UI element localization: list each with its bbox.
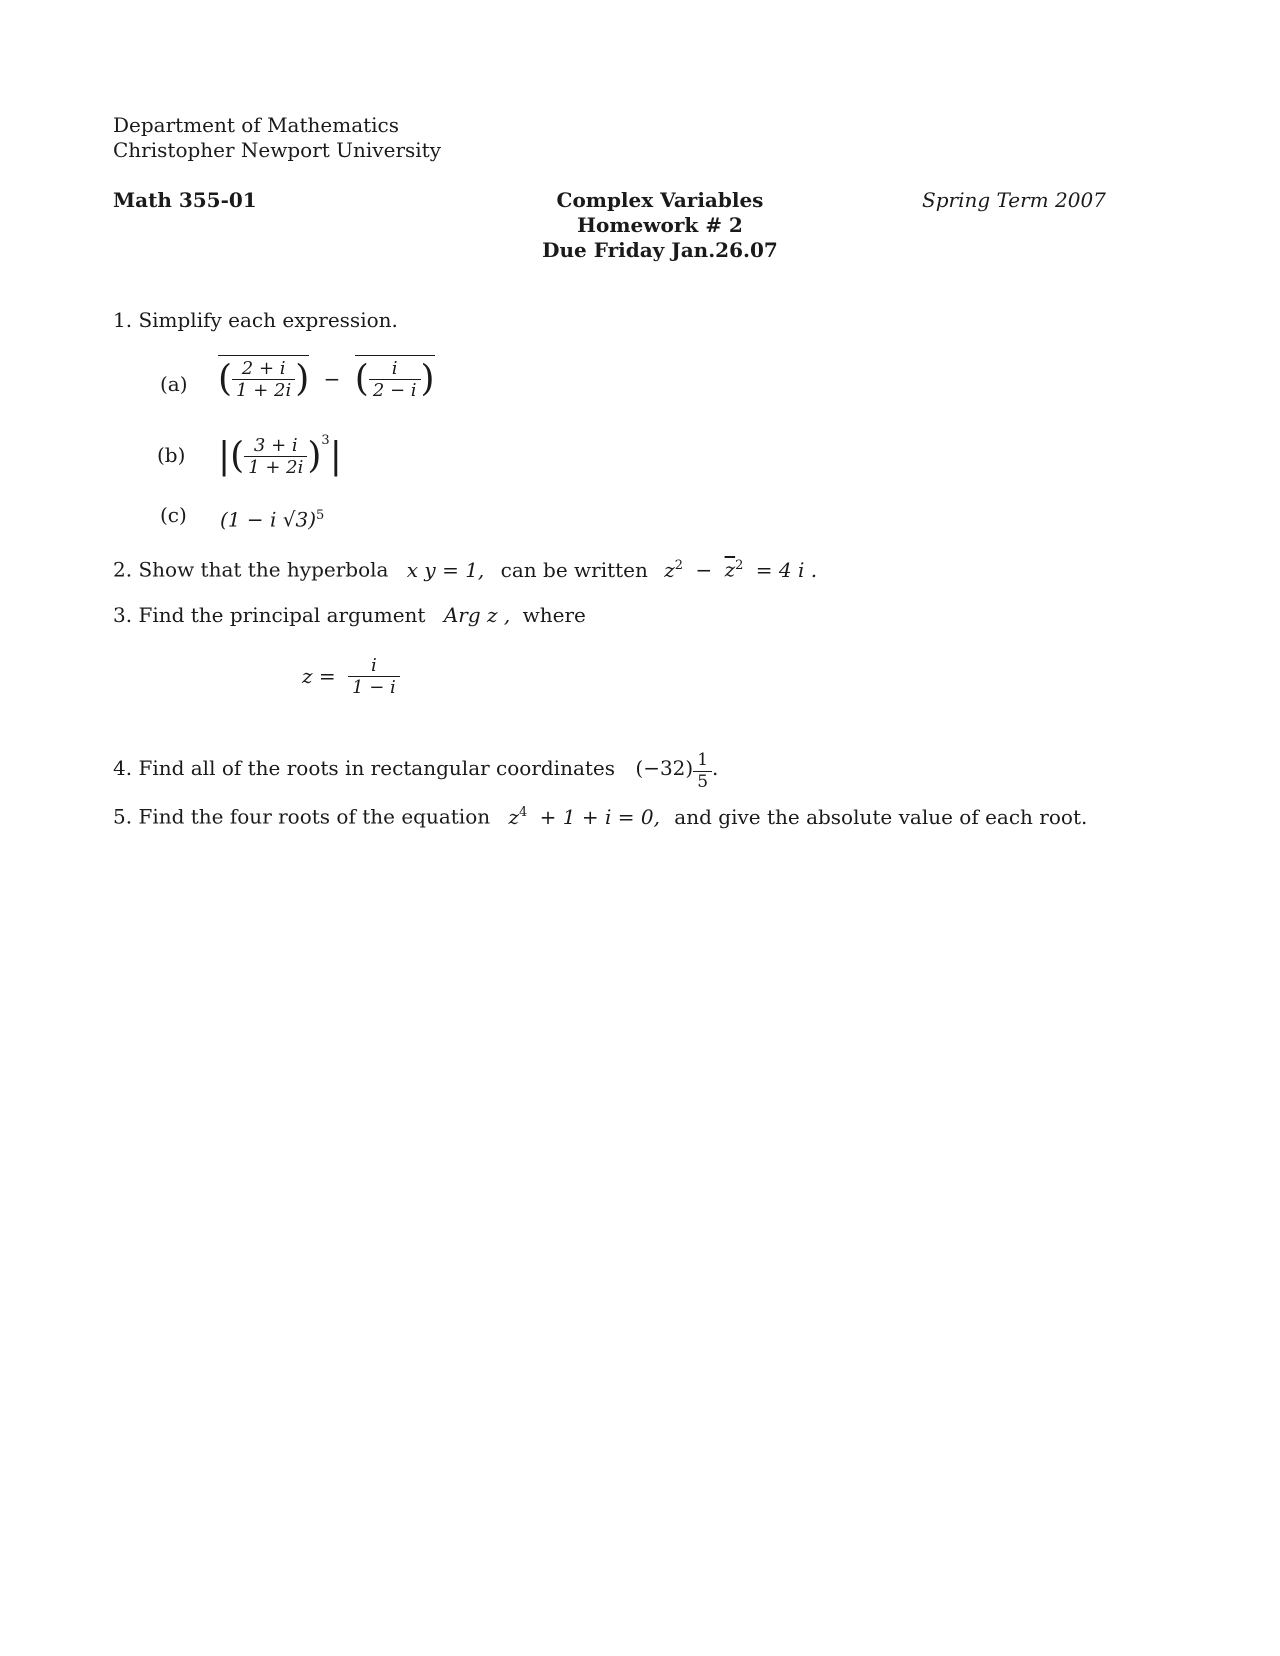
problem-3-equation: z = $\frac{i}{1 - i}$	[302, 655, 400, 698]
problem-1c-expression: (1 − i √3)$^5$	[220, 507, 325, 532]
course-title: Complex Variables	[556, 188, 764, 212]
term: Spring Term 2007	[922, 188, 1106, 212]
department-name: Department of Mathematics	[113, 113, 400, 137]
university-name: Christopher Newport University	[113, 138, 441, 162]
problem-2: 2. Show that the hyperbola x y = 1, can be written $z^2 - \overline{z}^2 = 4$ i .	[113, 557, 818, 582]
problem-1-label: 1. Simplify each expression.	[113, 308, 398, 332]
conjugate-bar-2: ( $\frac{i}{2 - i}$ )	[355, 355, 435, 401]
problem-1a-expression: ( $\frac{2 + i}{1 + 2i}$ ) − ( $\frac{i}{2 - i}$ )	[218, 355, 435, 401]
problem-1c-label: (c)	[160, 503, 187, 527]
problem-1b-expression: |( $\frac{3 + i}{1 + 2i}$ )$^3$|	[218, 433, 342, 478]
homework-number: Homework # 2	[577, 213, 743, 237]
problem-3: 3. Find the principal argument Arg z , where	[113, 603, 586, 627]
due-date: Due Friday Jan.26.07	[542, 238, 778, 262]
problem-1a-label: (a)	[160, 372, 188, 396]
problem-4: 4. Find all of the roots in rectangular coordinates (−32) $\frac{1}{5}$ .	[113, 750, 719, 792]
course-number: Math 355-01	[113, 188, 257, 212]
conjugate-bar-1: ( $\frac{2 + i}{1 + 2i}$ )	[218, 355, 309, 401]
problem-1b-label: (b)	[157, 443, 186, 467]
problem-5: 5. Find the four roots of the equation $z^4 + 1 + i = 0$, and give the absolute value of each root.	[113, 804, 1088, 829]
